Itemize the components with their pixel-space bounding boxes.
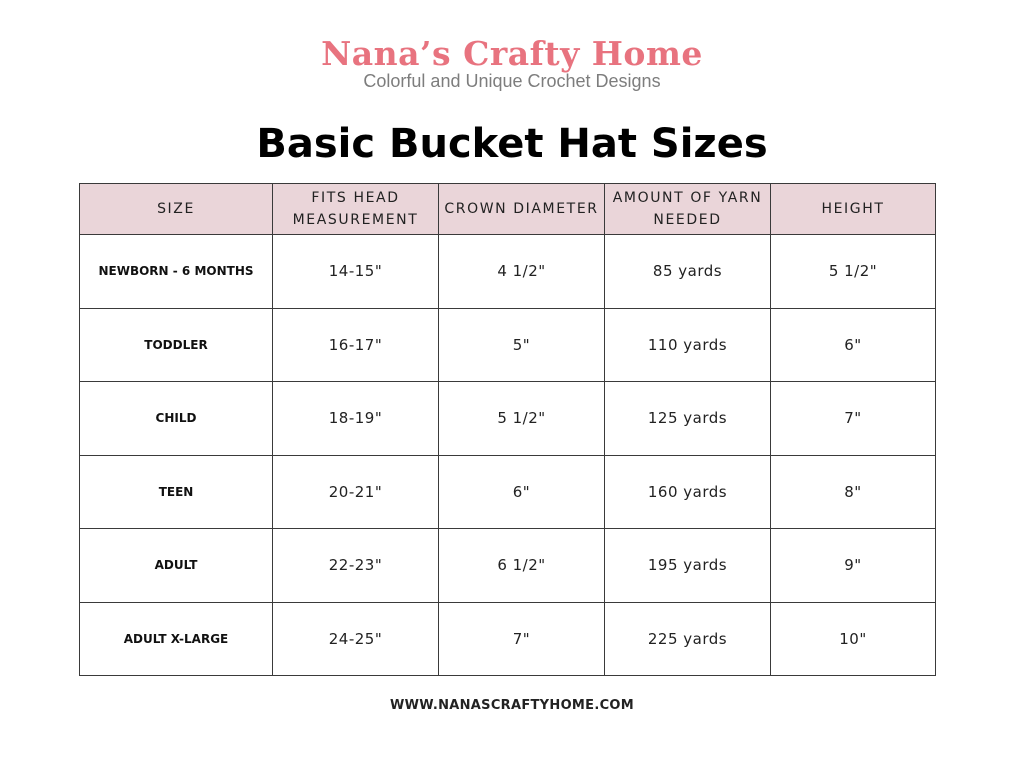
- cell-head-measurement: 24-25": [273, 602, 439, 676]
- brand-tagline: Colorful and Unique Crochet Designs: [363, 71, 661, 91]
- cell-yarn-amount: 125 yards: [605, 382, 771, 456]
- cell-yarn-amount: 225 yards: [605, 602, 771, 676]
- cell-head-measurement: 22-23": [273, 529, 439, 603]
- cell-yarn-amount: 160 yards: [605, 455, 771, 529]
- cell-crown-diameter: 6 1/2": [439, 529, 605, 603]
- table-row: [80, 235, 936, 309]
- cell-head-measurement: 14-15": [273, 235, 439, 309]
- header-amount-of-yarn: AMOUNT OF YARN NEEDED: [605, 184, 771, 235]
- table-row: [80, 529, 936, 603]
- cell-yarn-amount: 85 yards: [605, 235, 771, 309]
- cell-height: 5 1/2": [771, 235, 936, 309]
- cell-crown-diameter: 5 1/2": [439, 382, 605, 456]
- cell-head-measurement: 18-19": [273, 382, 439, 456]
- cell-height: 9": [771, 529, 936, 603]
- page-title: Basic Bucket Hat Sizes: [256, 121, 768, 167]
- cell-crown-diameter: 6": [439, 455, 605, 529]
- cell-height: 8": [771, 455, 936, 529]
- brand-name: Nana’s Crafty Home: [321, 34, 703, 73]
- table-header-row: [80, 184, 936, 235]
- table-row: [80, 382, 936, 456]
- cell-yarn-amount: 110 yards: [605, 308, 771, 382]
- brand-logo: [0, 34, 1024, 92]
- cell-size: ADULT: [80, 529, 273, 603]
- cell-height: 7": [771, 382, 936, 456]
- cell-crown-diameter: 7": [439, 602, 605, 676]
- cell-size: CHILD: [80, 382, 273, 456]
- cell-size: ADULT X-LARGE: [80, 602, 273, 676]
- cell-size: TEEN: [80, 455, 273, 529]
- header-crown-diameter: CROWN DIAMETER: [439, 184, 605, 235]
- header-size: SIZE: [80, 184, 273, 235]
- cell-height: 6": [771, 308, 936, 382]
- footer-website-url: WWW.NANASCRAFTYHOME.COM: [389, 698, 635, 713]
- cell-crown-diameter: 4 1/2": [439, 235, 605, 309]
- cell-size: NEWBORN - 6 MONTHS: [80, 235, 273, 309]
- header-height: HEIGHT: [771, 184, 936, 235]
- cell-height: 10": [771, 602, 936, 676]
- table-row: [80, 308, 936, 382]
- table-row: [80, 602, 936, 676]
- table-row: [80, 455, 936, 529]
- cell-head-measurement: 16-17": [273, 308, 439, 382]
- cell-head-measurement: 20-21": [273, 455, 439, 529]
- cell-size: TODDLER: [80, 308, 273, 382]
- size-table: [79, 183, 936, 676]
- header-fits-head-measurement: FITS HEAD MEASUREMENT: [273, 184, 439, 235]
- cell-crown-diameter: 5": [439, 308, 605, 382]
- cell-yarn-amount: 195 yards: [605, 529, 771, 603]
